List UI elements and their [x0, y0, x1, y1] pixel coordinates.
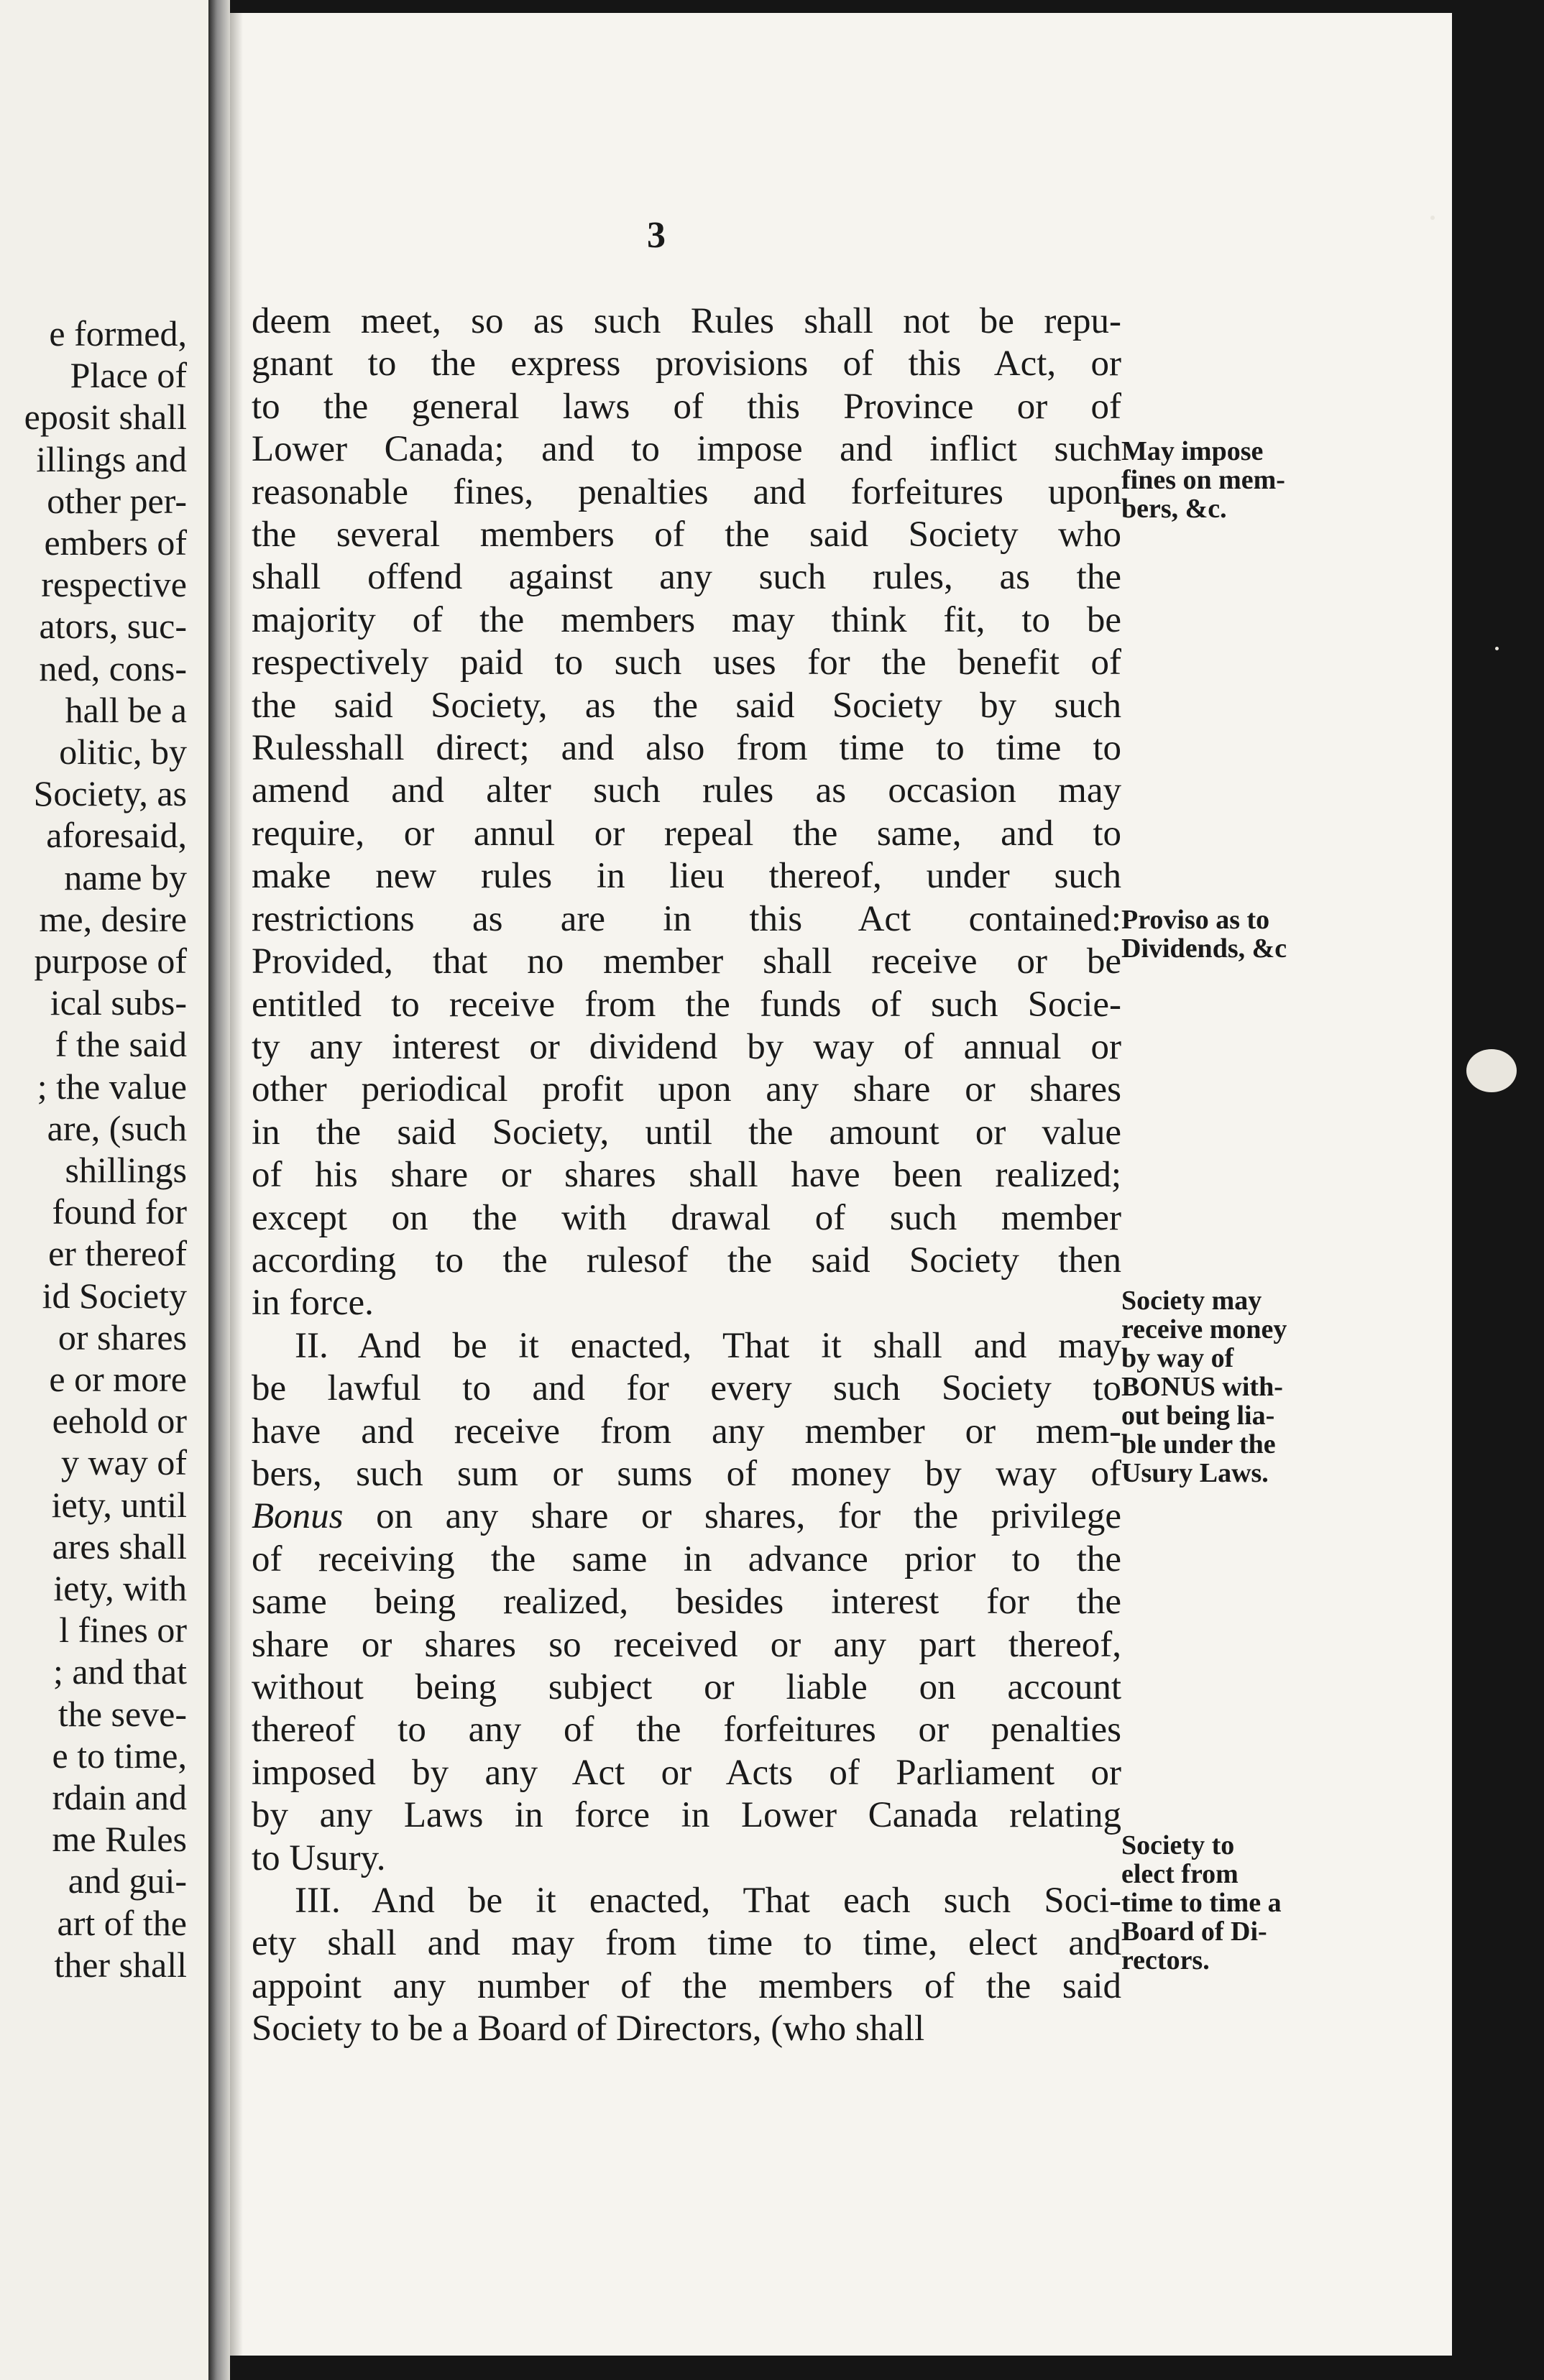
line-remainder: on any share or shares, for the privilege — [343, 1496, 1121, 1537]
body-line: of his share or shares shall have been realized; — [252, 1155, 1121, 1196]
dust-speck — [1430, 216, 1435, 220]
facing-page-line: rdain and — [52, 1777, 187, 1817]
book-gutter — [208, 0, 230, 2380]
body-line: Lower Canada; and to impose and inflict such — [252, 429, 1121, 470]
page-number: 3 — [647, 215, 666, 256]
facing-page-line: ned, cons- — [39, 647, 187, 688]
body-line — [252, 1495, 1121, 1538]
body-line: have and receive from any member or mem- — [252, 1411, 1121, 1452]
facing-page-line: er thereof — [48, 1233, 187, 1274]
margin-note-line: rectors. — [1121, 1945, 1210, 1975]
body-line: ety shall and may from time to time, elect and — [252, 1923, 1121, 1964]
facing-page-line: y way of — [61, 1442, 187, 1483]
paper-fragment — [1466, 1049, 1517, 1092]
facing-page-line: respective — [41, 564, 187, 605]
facing-page-line: and gui- — [68, 1860, 187, 1901]
margin-note-line: May impose — [1121, 436, 1264, 466]
margin-note-fines — [1121, 437, 1285, 523]
body-line: in force. — [252, 1283, 374, 1324]
facing-page-line: Society, as — [33, 773, 187, 814]
facing-page-line: eposit shall — [24, 397, 187, 438]
body-line: same being realized, besides interest for the — [252, 1582, 1121, 1623]
body-line: majority of the members may think fit, to be — [252, 599, 1121, 640]
body-line: according to the rulesof the said Society then — [252, 1240, 1121, 1281]
body-line: shall offend against any such rules, as the — [252, 557, 1121, 598]
body-line: be lawful to and for every such Society to — [252, 1368, 1121, 1409]
facing-page-line: e to time, — [52, 1735, 187, 1776]
margin-note-proviso — [1121, 905, 1287, 963]
facing-page-line: e formed, — [49, 313, 187, 354]
body-line: III. And be it enacted, That each such Soci- — [295, 1881, 1121, 1922]
body-line: to the general laws of this Province or of — [252, 386, 1121, 427]
body-line: entitled to receive from the funds of such Socie- — [252, 984, 1121, 1025]
italic-word: Bonus — [252, 1496, 344, 1537]
facing-page-line: embers of — [44, 522, 187, 563]
facing-page-line: other per- — [47, 480, 187, 521]
body-line: the said Society, as the said Society by such — [252, 685, 1121, 726]
margin-note-line: Society to — [1121, 1830, 1235, 1860]
margin-note-directors — [1121, 1831, 1282, 1975]
facing-page-line: illings and — [36, 438, 187, 479]
facing-page-line: or shares — [58, 1316, 187, 1357]
margin-note-line: Board of Di- — [1121, 1917, 1267, 1947]
body-line: Provided, that no member shall receive or be — [252, 941, 1121, 982]
margin-note-line: Society may — [1121, 1286, 1262, 1316]
body-line: of receiving the same in advance prior to the — [252, 1539, 1121, 1579]
body-line: appoint any number of the members of the said — [252, 1965, 1121, 2006]
body-line: require, or annul or repeal the same, and to — [252, 813, 1121, 854]
body-line: share or shares so received or any part thereof, — [252, 1624, 1121, 1665]
facing-page-line: me Rules — [52, 1819, 187, 1860]
margin-note-line: ble under the — [1121, 1429, 1276, 1459]
body-line: other periodical profit upon any share or shares — [252, 1069, 1121, 1110]
facing-page-line: are, (such — [47, 1107, 187, 1148]
margin-note-line: elect from — [1121, 1859, 1239, 1889]
body-line: imposed by any Act or Acts of Parliament or — [252, 1752, 1121, 1793]
facing-page-line: l fines or — [59, 1610, 187, 1651]
facing-page-line: hall be a — [65, 689, 187, 730]
body-line: restrictions as are in this Act contained: — [252, 898, 1121, 939]
body-line: in the said Society, until the amount or value — [252, 1112, 1121, 1153]
facing-page-line: name by — [64, 857, 187, 898]
body-line: II. And be it enacted, That it shall and may — [295, 1325, 1121, 1366]
facing-page-line: ; the value — [37, 1066, 187, 1107]
margin-note-line: Dividends, &c — [1121, 933, 1287, 964]
facing-page-line: Place of — [70, 355, 187, 396]
facing-page-line: found for — [52, 1191, 187, 1232]
body-line: reasonable fines, penalties and forfeitures upon — [252, 471, 1121, 512]
facing-page-line: the seve- — [58, 1693, 187, 1734]
body-line: except on the with drawal of such member — [252, 1197, 1121, 1238]
body-line: make new rules in lieu thereof, under such — [252, 856, 1121, 897]
margin-note-line: by way of — [1121, 1343, 1234, 1373]
facing-page-line: f the said — [55, 1024, 187, 1065]
facing-page-line: eehold or — [52, 1401, 187, 1442]
body-line: respectively paid to such uses for the benefit of — [252, 642, 1121, 683]
facing-page-line: iety, with — [53, 1568, 187, 1608]
dust-speck — [1495, 647, 1499, 650]
body-line: amend and alter such rules as occasion may — [252, 770, 1121, 811]
spine-shadow — [230, 13, 243, 2356]
facing-page-fragment — [0, 0, 208, 2380]
margin-note-line: time to time a — [1121, 1888, 1282, 1918]
facing-page-line: ical subs- — [50, 982, 187, 1023]
facing-page-line: art of the — [57, 1902, 187, 1943]
body-line: Society to be a Board of Directors, (who shall — [252, 2008, 925, 2049]
body-line: the several members of the said Society who — [252, 515, 1121, 555]
body-line: thereof to any of the forfeitures or penalties — [252, 1710, 1121, 1751]
margin-note-line: bers, &c. — [1121, 494, 1227, 524]
facing-page-line: e or more — [49, 1359, 187, 1399]
margin-note-line: out being lia- — [1121, 1401, 1275, 1431]
page-3 — [230, 13, 1452, 2356]
margin-note-line: receive money — [1121, 1314, 1287, 1344]
margin-note-line: BONUS with- — [1121, 1372, 1283, 1402]
facing-page-line: ators, suc- — [39, 606, 187, 647]
body-line: gnant to the express provisions of this Act, or — [252, 343, 1121, 384]
body-line: ty any interest or dividend by way of annual or — [252, 1026, 1121, 1067]
facing-page-line: me, desire — [39, 898, 187, 939]
body-line: bers, such sum or sums of money by way of — [252, 1453, 1121, 1494]
margin-note-line: Proviso as to — [1121, 905, 1270, 935]
body-line: deem meet, so as such Rules shall not be repu- — [252, 301, 1121, 341]
body-text — [252, 300, 1121, 2051]
facing-page-line: id Society — [42, 1275, 187, 1316]
facing-page-line: ; and that — [52, 1651, 187, 1692]
body-line: to Usury. — [252, 1837, 386, 1878]
facing-page-line: shillings — [65, 1150, 187, 1190]
body-line: by any Laws in force in Lower Canada relating — [252, 1795, 1121, 1836]
margin-note-line: fines on mem- — [1121, 465, 1285, 495]
facing-page-line: aforesaid, — [46, 815, 187, 856]
facing-page-line: iety, until — [51, 1484, 187, 1525]
facing-page-line: olitic, by — [59, 732, 187, 772]
facing-page-line: purpose of — [34, 941, 187, 981]
margin-note-bonus — [1121, 1286, 1287, 1488]
facing-page-line: ther shall — [54, 1944, 187, 1985]
facing-page-line: ares shall — [52, 1526, 187, 1567]
body-line: without being subject or liable on account — [252, 1667, 1121, 1707]
margin-note-line: Usury Laws. — [1121, 1458, 1269, 1488]
body-line: Rulesshall direct; and also from time to time to — [252, 728, 1121, 769]
